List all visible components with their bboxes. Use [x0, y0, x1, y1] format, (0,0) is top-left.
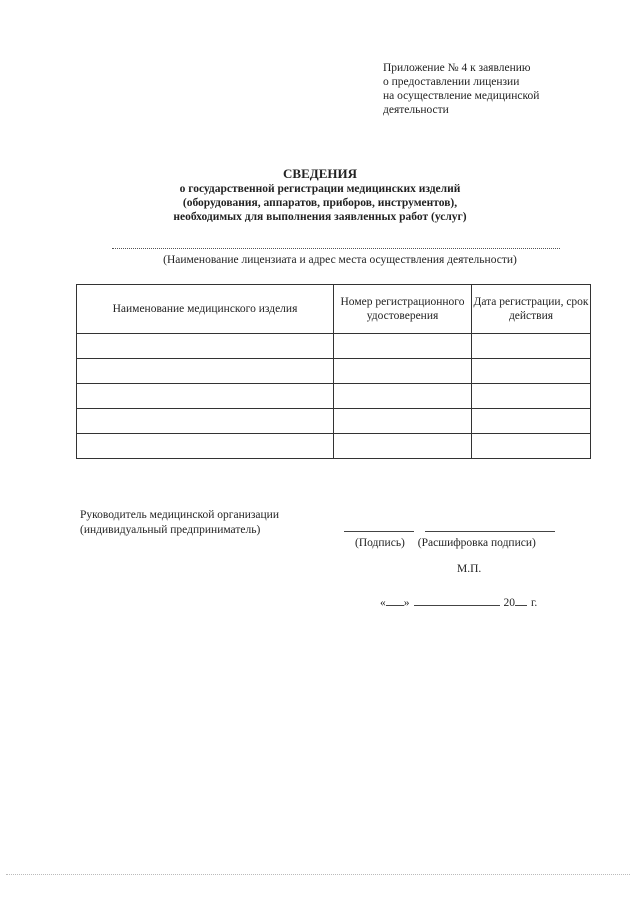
signature-decoding-fill-line[interactable] — [425, 531, 555, 532]
date-year-blank[interactable] — [515, 594, 527, 606]
organization-head-label — [80, 508, 279, 538]
column-header-registration-date: Дата регистрации, срок действия — [472, 285, 591, 334]
date-open-quote: « — [380, 597, 386, 609]
signature-captions — [355, 536, 536, 550]
column-header-device-name: Наименование медицинского изделия — [77, 285, 334, 334]
table-cell[interactable] — [472, 334, 591, 359]
date-month-blank[interactable] — [414, 594, 500, 606]
appendix-line: деятельности — [383, 104, 449, 116]
column-header-registration-number: Номер регистрационного удостоверения — [334, 285, 472, 334]
appendix-line: о предоставлении лицензии — [383, 76, 520, 88]
table-cell[interactable] — [472, 434, 591, 459]
table-cell[interactable] — [77, 334, 334, 359]
document-subtitle-line: необходимых для выполнения заявленных работ (услуг) — [173, 211, 467, 223]
table-row — [77, 384, 591, 409]
date-year-prefix: 20 — [503, 597, 515, 609]
table-cell[interactable] — [334, 434, 472, 459]
licensee-fill-line[interactable] — [112, 248, 560, 249]
table-row — [77, 334, 591, 359]
appendix-line: Приложение № 4 к заявлению — [383, 62, 531, 74]
appendix-line: на осуществление медицинской — [383, 90, 540, 102]
date-year-suffix: г. — [531, 597, 538, 609]
table-cell[interactable] — [334, 409, 472, 434]
table-cell[interactable] — [334, 334, 472, 359]
signature-fill-line[interactable] — [344, 531, 414, 532]
document-heading — [60, 166, 580, 224]
table-cell[interactable] — [472, 384, 591, 409]
stamp-place-label: М.П. — [457, 563, 482, 575]
table-row — [77, 409, 591, 434]
medical-devices-table — [76, 284, 591, 459]
scan-artifact-line — [6, 874, 630, 876]
date-field — [380, 594, 537, 610]
table-cell[interactable] — [472, 409, 591, 434]
licensee-caption: (Наименование лицензиата и адрес места осуществления деятельности) — [163, 254, 517, 266]
table-cell[interactable] — [334, 359, 472, 384]
table-cell[interactable] — [334, 384, 472, 409]
appendix-note — [383, 61, 603, 117]
organization-head-line: (индивидуальный предприниматель) — [80, 524, 261, 536]
table-cell[interactable] — [77, 409, 334, 434]
table-cell[interactable] — [77, 359, 334, 384]
signature-caption: (Подпись) — [355, 537, 405, 549]
document-title: СВЕДЕНИЯ — [283, 166, 357, 181]
date-close-quote: » — [403, 597, 410, 609]
table-cell[interactable] — [472, 359, 591, 384]
table-row — [77, 434, 591, 459]
table-header-row — [77, 285, 591, 334]
date-day-blank[interactable] — [386, 594, 404, 606]
table-cell[interactable] — [77, 384, 334, 409]
table-cell[interactable] — [77, 434, 334, 459]
signature-decoding-caption: (Расшифровка подписи) — [417, 537, 536, 549]
organization-head-line: Руководитель медицинской организации — [80, 509, 279, 521]
table-row — [77, 359, 591, 384]
document-subtitle-line: о государственной регистрации медицинских изделий — [179, 183, 461, 195]
document-subtitle-line: (оборудования, аппаратов, приборов, инструментов), — [182, 197, 458, 209]
